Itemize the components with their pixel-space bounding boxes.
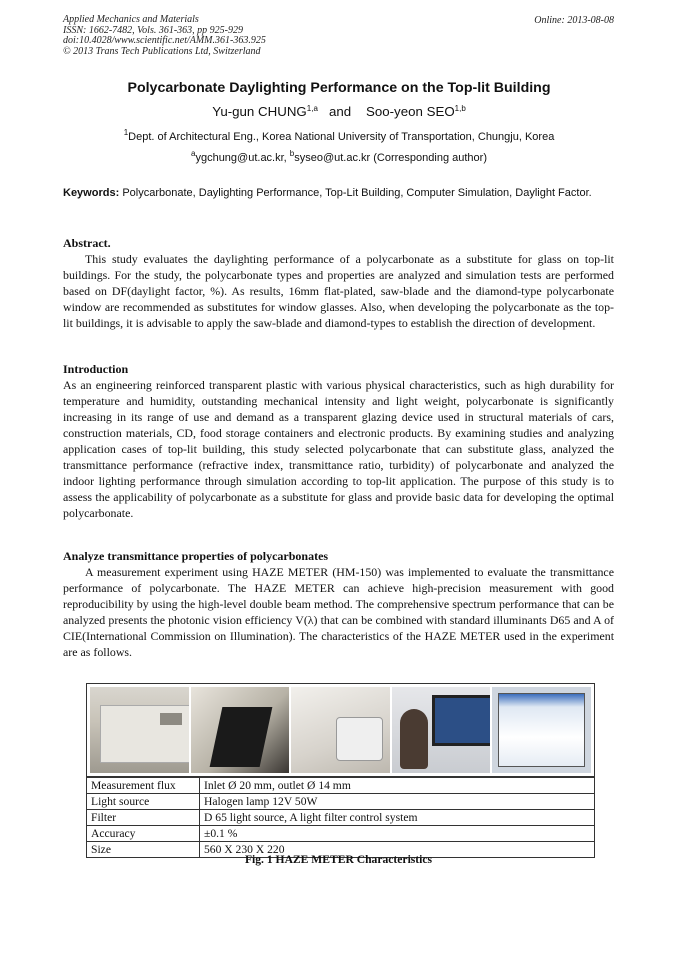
figure-photos (87, 684, 594, 777)
affiliation-text: Dept. of Architectural Eng., Korea National University of Transportation, Chungju, Korea (128, 131, 555, 143)
spec-row (87, 810, 594, 826)
spec-value: Halogen lamp 12V 50W (200, 794, 595, 810)
online-date: Online: 2013-08-08 (534, 15, 614, 26)
specs-table (87, 777, 594, 857)
spec-key: Filter (87, 810, 200, 826)
figure-caption: Fig. 1 HAZE METER Characteristics (244, 853, 433, 866)
photo-operator-monitor (392, 687, 491, 773)
email-b-sup: b (289, 149, 295, 158)
author-2-sup: 1,b (454, 104, 466, 113)
issn-line: ISSN: 1662-7482, Vols. 361-363, pp 925-929 (63, 24, 243, 36)
author-and: and (329, 104, 352, 119)
paper-title: Polycarbonate Daylighting Performance on the Top-lit Building (127, 80, 551, 96)
abstract-section (63, 236, 614, 331)
photo-software-screen (492, 687, 591, 773)
spec-key: Size (87, 842, 200, 858)
email-a-sup: a (191, 149, 196, 158)
email-b: syseo@ut.ac.kr (Corresponding author) (294, 152, 487, 164)
spec-key: Light source (87, 794, 200, 810)
journal-header (63, 15, 483, 57)
spec-key: Measurement flux (87, 778, 200, 794)
keywords-label: Keywords: (63, 187, 120, 199)
email-a: ygchung@ut.ac.kr, (195, 152, 290, 164)
spec-row (87, 826, 594, 842)
copyright-line: © 2013 Trans Tech Publications Ltd, Switzerland (63, 45, 261, 57)
spec-row (87, 778, 594, 794)
author-1-sup: 1,a (306, 104, 318, 113)
abstract-heading: Abstract. (63, 236, 111, 250)
spec-key: Accuracy (87, 826, 200, 842)
transmittance-text: A measurement experiment using HAZE METER (HM-150) was implemented to evaluate the transmittance performance of polycarbonate. The HAZE METER can achieve high-precision measurement with good reproducibility by using the high-level double beam method. The comprehensive spectrum performance that can be analyzed presents the photonic vision efficiency V(λ) that can be combined with standard illuminants D65 and A of CIE(International Commission on Illumination). The characteristics of the HAZE METER used in the experiment are as follows. (63, 565, 614, 659)
spec-value: ±0.1 % (200, 826, 595, 842)
author-line (40, 104, 638, 119)
journal-name: Applied Mechanics and Materials (63, 14, 199, 25)
photo-measurement-unit (291, 687, 390, 773)
author-2: Soo-yeon SEO (365, 104, 455, 119)
keywords (63, 186, 614, 201)
introduction-heading: Introduction (63, 362, 129, 376)
abstract-text: This study evaluates the daylighting performance of a polycarbonate as a substitute for glass on top-lit buildings. For the study, the polycarbonate types and properties are analyzed and simulation tests are performed based on DF(daylight factor, %). As results, 16mm flat-plated, saw-blade and the diamond-type polycarbonate window are recommended as substitutes for window glasses. Also, when developing the polycarbonate as the top-lit buildings, it is advisable to apply the saw-blade and diamond-types to establish the direction of development. (63, 252, 614, 330)
introduction-text: As an engineering reinforced transparent plastic with various physical characteristics, such as high durability for temperature and humidity, outstanding mechanical intensity and light weight, polycarbonate is significantly increasing in its range of use and demand as a transparent glazing device used in structural materials of cars, construction materials, CD, food storage containers and electronic products. By examining studies and analyzing application cases of top-lit building, this study selected polycarbonate that can substitute glass, analyzed the transmittance performance (refractive index, transmittance ratio, turbidity) of polycarbonate and analyzed the indoor lighting performance through simulation according to top-lit application. The purpose of this study is to assess the applicability of polycarbonate as a substitute for glass and provide basic data for developing the optimal polycarbonate. (63, 378, 614, 520)
photo-haze-meter-device (90, 687, 189, 773)
keywords-text: Polycarbonate, Daylighting Performance, Top-Lit Building, Computer Simulation, Daylight Factor. (122, 187, 592, 199)
transmittance-heading: Analyze transmittance properties of polycarbonates (63, 549, 329, 563)
author-1: Yu-gun CHUNG (212, 104, 307, 119)
doi-line: doi:10.4028/www.scientific.net/AMM.361-363.925 (63, 35, 266, 47)
spec-value: Inlet Ø 20 mm, outlet Ø 14 mm (200, 778, 595, 794)
affiliation-sup: 1 (123, 128, 129, 137)
affiliation (40, 128, 638, 143)
transmittance-section (63, 549, 614, 660)
introduction-section (63, 362, 614, 521)
photo-sample-insertion (191, 687, 290, 773)
spec-row (87, 794, 594, 810)
spec-value: 560 X 230 X 220 (200, 842, 595, 858)
haze-meter-figure (86, 683, 595, 858)
spec-value: D 65 light source, A light filter control system (200, 810, 595, 826)
author-emails (40, 149, 638, 164)
